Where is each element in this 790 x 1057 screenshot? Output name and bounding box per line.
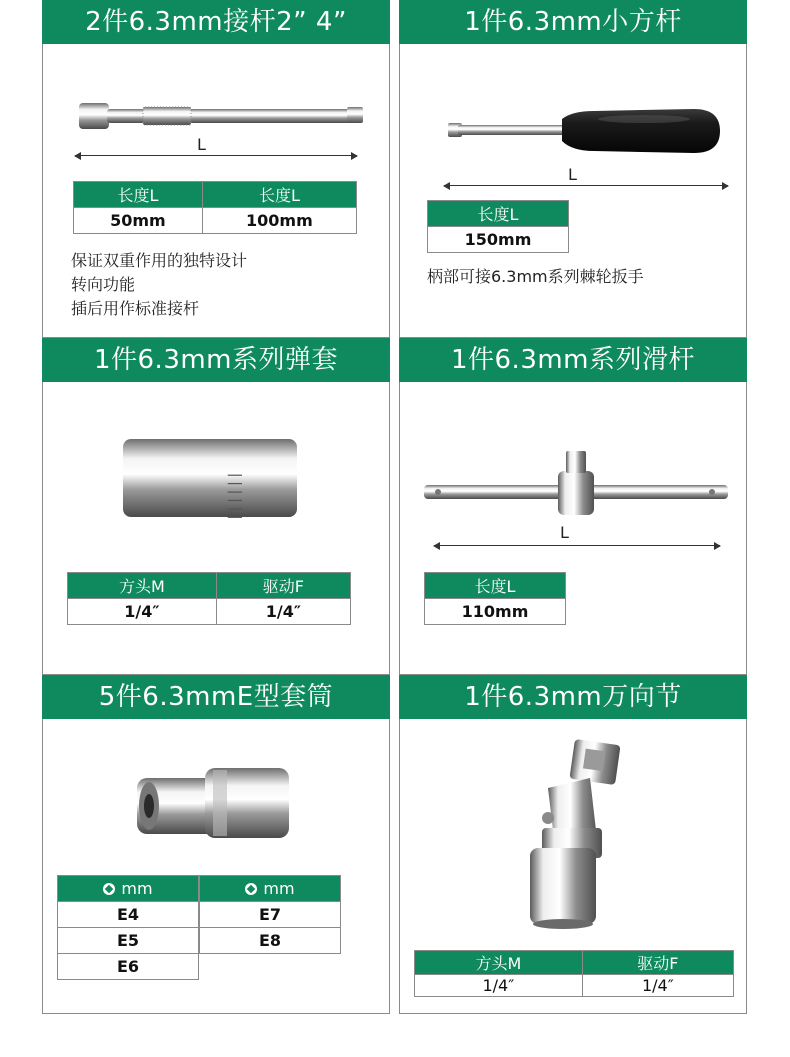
torx-icon (245, 883, 257, 895)
esocket-table-2 (199, 875, 341, 954)
ujoint-header-1: 方头M (415, 951, 583, 975)
extension-value-1: 50mm (74, 208, 203, 234)
adapter-header-2: 驱动F (216, 573, 350, 599)
spinner-notes (427, 265, 644, 289)
ujoint-spec-table (414, 950, 734, 997)
tbar-dim-line (434, 545, 720, 546)
spinner-header-1: 长度L (428, 201, 569, 227)
extension-note-3: 插后用作标准接杆 (71, 299, 200, 318)
tbar-image (424, 449, 730, 515)
esocket-header-2-label: mm (263, 879, 295, 898)
tbar-spec-table (424, 572, 566, 625)
ujoint-image (528, 738, 624, 928)
esocket-header-1-label: mm (121, 879, 153, 898)
esocket-header-1 (58, 876, 199, 902)
extension-bar-image (79, 99, 369, 133)
extension-dim-label: L (197, 135, 206, 154)
extension-spec-table (73, 181, 357, 234)
extension-title: 2件6.3mm接杆2” 4” (42, 0, 390, 44)
extension-dim-line (75, 155, 357, 156)
esocket-table-1 (57, 875, 199, 980)
esocket-size-e6: E6 (58, 954, 199, 980)
esocket-size-e4: E4 (58, 902, 199, 928)
torx-icon (103, 883, 115, 895)
esocket-header-2 (200, 876, 341, 902)
spinner-value-1: 150mm (428, 227, 569, 253)
spinner-panel (399, 0, 747, 338)
spinner-dim-label: L (568, 165, 577, 184)
tbar-title: 1件6.3mm系列滑杆 (399, 338, 747, 382)
tbar-header-1: 长度L (425, 573, 566, 599)
ujoint-header-2: 驱动F (582, 951, 733, 975)
ujoint-value-2: 1/4″ (582, 975, 733, 997)
esocket-size-e5: E5 (58, 928, 199, 954)
adapter-panel (42, 338, 390, 675)
extension-header-1: 长度L (74, 182, 203, 208)
esocket-title: 5件6.3mmE型套筒 (42, 675, 390, 719)
spinner-note-1: 柄部可接6.3mm系列棘轮扳手 (427, 267, 644, 286)
adapter-value-2: 1/4″ (216, 599, 350, 625)
adapter-title: 1件6.3mm系列弹套 (42, 338, 390, 382)
esocket-image (135, 768, 293, 840)
spinner-handle-image (444, 105, 724, 161)
adapter-header-1: 方头M (68, 573, 217, 599)
extension-note-1: 保证双重作用的独特设计 (71, 251, 248, 270)
ujoint-panel (399, 675, 747, 1014)
spinner-spec-table (427, 200, 569, 253)
svg-text:||||||: |||||| (227, 471, 243, 522)
extension-notes (71, 249, 247, 321)
spinner-dim-line (444, 185, 728, 186)
spinner-title: 1件6.3mm小方杆 (399, 0, 747, 44)
extension-value-2: 100mm (202, 208, 356, 234)
ujoint-value-1: 1/4″ (415, 975, 583, 997)
extension-header-2: 长度L (202, 182, 356, 208)
esocket-size-e8: E8 (200, 928, 341, 954)
esocket-size-e7: E7 (200, 902, 341, 928)
adapter-spec-table (67, 572, 351, 625)
esocket-panel (42, 675, 390, 1014)
tbar-panel (399, 338, 747, 675)
tbar-value-1: 110mm (425, 599, 566, 625)
extension-note-2: 转向功能 (71, 275, 136, 294)
adapter-value-1: 1/4″ (68, 599, 217, 625)
extension-panel (42, 0, 390, 338)
ujoint-title: 1件6.3mm万向节 (399, 675, 747, 719)
adapter-socket-image (123, 439, 299, 522)
tbar-dim-label: L (560, 523, 569, 542)
